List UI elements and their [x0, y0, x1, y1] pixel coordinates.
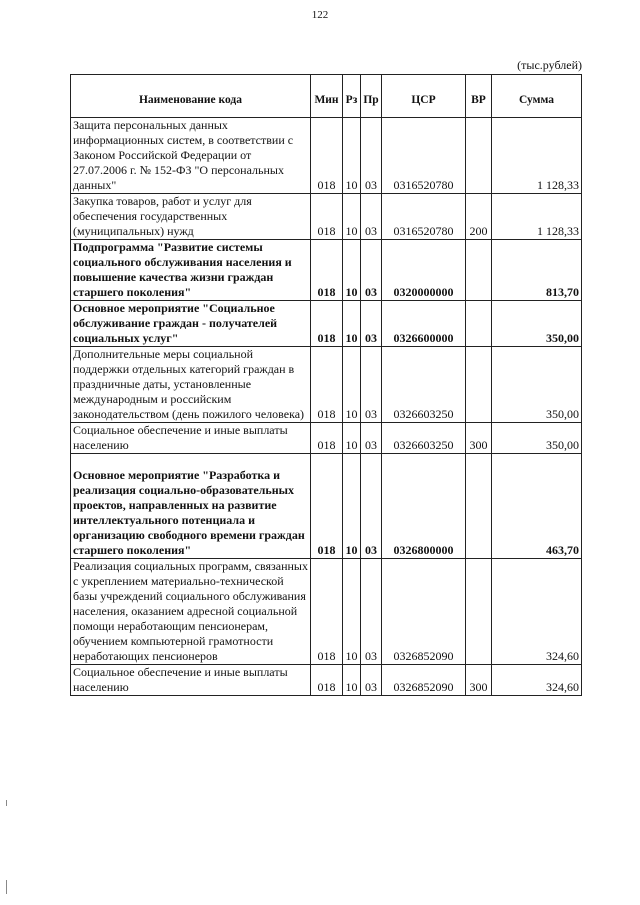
row-rz: 10 — [343, 665, 361, 696]
header-pr: Пр — [361, 75, 382, 118]
table-row — [71, 559, 582, 665]
row-min: 018 — [311, 454, 343, 559]
row-pr: 03 — [361, 423, 382, 454]
row-rz: 10 — [343, 347, 361, 423]
row-sum: 350,00 — [492, 347, 582, 423]
row-min: 018 — [311, 194, 343, 240]
row-csr: 0326603250 — [382, 423, 466, 454]
row-csr: 0316520780 — [382, 118, 466, 194]
row-csr: 0316520780 — [382, 194, 466, 240]
table-row — [71, 423, 582, 454]
row-csr: 0326800000 — [382, 454, 466, 559]
row-pr: 03 — [361, 240, 382, 301]
row-pr: 03 — [361, 118, 382, 194]
table-row — [71, 118, 582, 194]
row-min: 018 — [311, 559, 343, 665]
row-min: 018 — [311, 240, 343, 301]
row-min: 018 — [311, 665, 343, 696]
row-sum: 463,70 — [492, 454, 582, 559]
row-name: Подпрограмма "Развитие системы социального обслуживания населения и повышение качества жизни граждан старшего поколения" — [71, 240, 311, 301]
row-rz: 10 — [343, 118, 361, 194]
row-csr: 0326852090 — [382, 559, 466, 665]
row-pr: 03 — [361, 301, 382, 347]
row-name: Социальное обеспечение и иные выплаты населению — [71, 665, 311, 696]
row-rz: 10 — [343, 240, 361, 301]
row-rz: 10 — [343, 194, 361, 240]
row-min: 018 — [311, 347, 343, 423]
row-name: Закупка товаров, работ и услуг для обеспечения государственных (муниципальных) нужд — [71, 194, 311, 240]
scan-margin-mark — [6, 800, 7, 806]
row-name: Дополнительные меры социальной поддержки отдельных категорий граждан в праздничные даты, установленные международным и российским законодательством (день пожилого человека) — [71, 347, 311, 423]
header-sum: Сумма — [492, 75, 582, 118]
row-min: 018 — [311, 118, 343, 194]
unit-note: (тыс.рублей) — [517, 58, 582, 72]
row-rz: 10 — [343, 423, 361, 454]
row-csr: 0320000000 — [382, 240, 466, 301]
header-rz: Рз — [343, 75, 361, 118]
row-vr — [466, 240, 492, 301]
scan-margin-mark — [6, 880, 7, 894]
row-name: Реализация социальных программ, связанных с укреплением материально-технической базы учреждений социального обслуживания населения, оказанием адресной социальной помощи неработающим пенсионерам, обучением компьютерной грамотности неработающих пенсионеров — [71, 559, 311, 665]
row-pr: 03 — [361, 665, 382, 696]
row-pr: 03 — [361, 454, 382, 559]
table-row — [71, 194, 582, 240]
row-sum: 813,70 — [492, 240, 582, 301]
row-rz: 10 — [343, 301, 361, 347]
header-min: Мин — [311, 75, 343, 118]
header-csr: ЦСР — [382, 75, 466, 118]
page-number: 122 — [311, 9, 329, 21]
row-name: Защита персональных данных информационных систем, в соответствии с Законом Российской Федерации от 27.07.2006 г. № 152-ФЗ "О персональных данных" — [71, 118, 311, 194]
row-vr — [466, 301, 492, 347]
row-vr: 300 — [466, 665, 492, 696]
table-row — [71, 347, 582, 423]
row-pr: 03 — [361, 347, 382, 423]
row-rz: 10 — [343, 559, 361, 665]
table-row — [71, 240, 582, 301]
row-sum: 1 128,33 — [492, 118, 582, 194]
table-header-row — [71, 75, 582, 118]
table-row — [71, 665, 582, 696]
row-pr: 03 — [361, 194, 382, 240]
header-vr: ВР — [466, 75, 492, 118]
row-csr: 0326603250 — [382, 347, 466, 423]
row-sum: 324,60 — [492, 559, 582, 665]
row-vr — [466, 118, 492, 194]
row-rz: 10 — [343, 454, 361, 559]
row-name: Социальное обеспечение и иные выплаты населению — [71, 423, 311, 454]
header-name: Наименование кода — [71, 75, 311, 118]
table-row — [71, 301, 582, 347]
row-min: 018 — [311, 301, 343, 347]
row-vr — [466, 559, 492, 665]
row-sum: 1 128,33 — [492, 194, 582, 240]
row-vr: 300 — [466, 423, 492, 454]
row-pr: 03 — [361, 559, 382, 665]
row-name: Основное мероприятие "Социальное обслуживание граждан - получателей социальных услуг" — [71, 301, 311, 347]
row-vr: 200 — [466, 194, 492, 240]
row-min: 018 — [311, 423, 343, 454]
row-csr: 0326852090 — [382, 665, 466, 696]
row-vr — [466, 347, 492, 423]
row-sum: 350,00 — [492, 301, 582, 347]
row-sum: 324,60 — [492, 665, 582, 696]
row-sum: 350,00 — [492, 423, 582, 454]
table-row — [71, 454, 582, 559]
row-csr: 0326600000 — [382, 301, 466, 347]
row-name: Основное мероприятие "Разработка и реализация социально-образовательных проектов, направленных на развитие интеллектуального потенциала и организацию свободного времени граждан старшего поколения" — [71, 454, 311, 559]
row-vr — [466, 454, 492, 559]
budget-table — [70, 74, 582, 696]
